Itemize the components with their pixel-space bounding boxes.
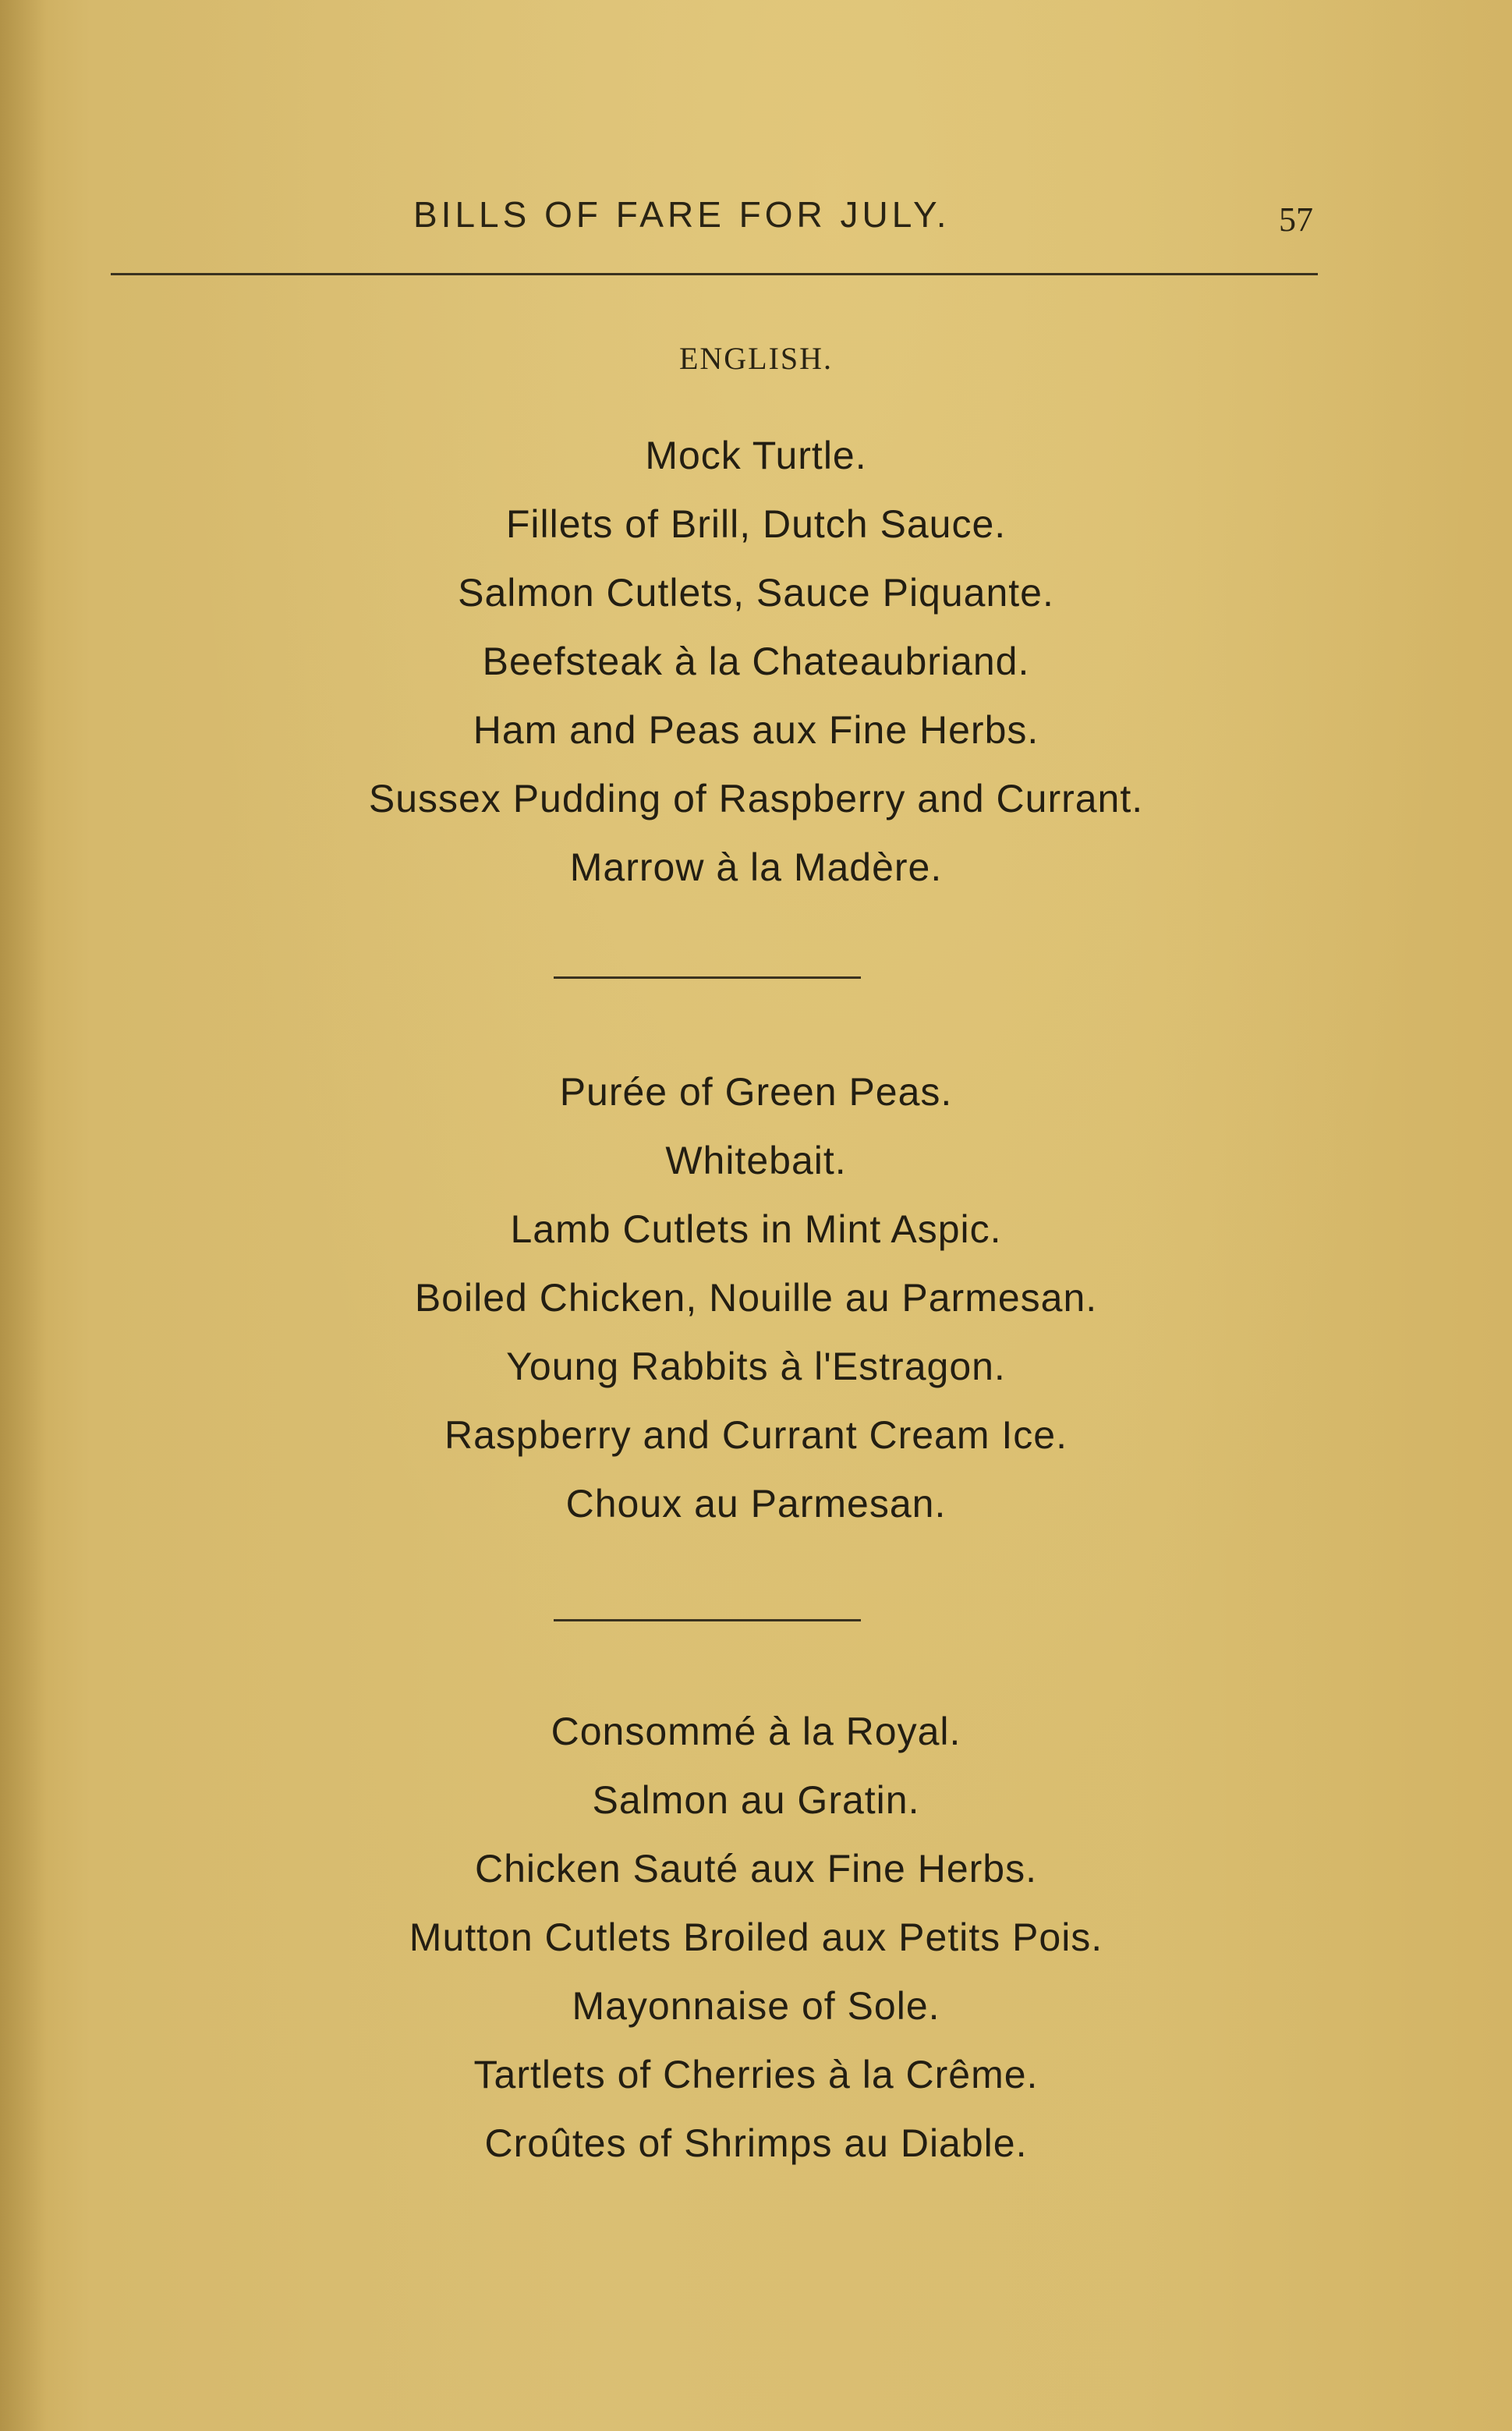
menu-item: Croûtes of Shrimps au Diable. — [484, 2121, 1028, 2165]
menu-item: Consommé à la Royal. — [551, 1710, 961, 1753]
menu-item: Mutton Cutlets Broiled aux Petits Pois. — [409, 1915, 1103, 1959]
menu-item: Marrow à la Madère. — [569, 845, 943, 889]
menu-item: Salmon au Gratin. — [592, 1778, 920, 1822]
menu-item: Young Rabbits à l'Estragon. — [506, 1345, 1006, 1388]
menu-item: Ham and Peas aux Fine Herbs. — [473, 708, 1039, 752]
menu-item: Mock Turtle. — [645, 434, 867, 477]
menu-item: Salmon Cutlets, Sauce Piquante. — [458, 571, 1054, 615]
menu-item: Purée of Green Peas. — [559, 1070, 953, 1114]
header-rule — [111, 273, 1318, 275]
page-number: 57 — [1279, 200, 1313, 239]
menu-item: Tartlets of Cherries à la Crême. — [473, 2053, 1039, 2096]
bill-of-fare-2 — [0, 1058, 1512, 1538]
menu-item: Lamb Cutlets in Mint Aspic. — [510, 1207, 1002, 1251]
menu-item: Raspberry and Currant Cream Ice. — [444, 1413, 1068, 1457]
section-heading: ENGLISH. — [678, 341, 834, 376]
bill-of-fare-3 — [0, 1697, 1512, 2178]
menu-item: Beefsteak à la Chateaubriand. — [482, 640, 1030, 683]
running-title: BILLS OF FARE FOR JULY. — [413, 194, 951, 235]
section-divider — [554, 976, 861, 979]
running-head — [0, 193, 1512, 248]
menu-item: Chicken Sauté aux Fine Herbs. — [474, 1847, 1038, 1891]
menu-item: Sussex Pudding of Raspberry and Currant. — [368, 777, 1144, 820]
menu-item: Whitebait. — [665, 1139, 847, 1182]
menu-item: Choux au Parmesan. — [565, 1482, 947, 1526]
menu-item: Mayonnaise of Sole. — [572, 1984, 940, 2028]
section-divider — [554, 1619, 861, 1621]
menu-item: Fillets of Brill, Dutch Sauce. — [505, 502, 1007, 546]
menu-item: Boiled Chicken, Nouille au Parmesan. — [414, 1276, 1098, 1320]
bill-of-fare-1 — [0, 421, 1512, 902]
